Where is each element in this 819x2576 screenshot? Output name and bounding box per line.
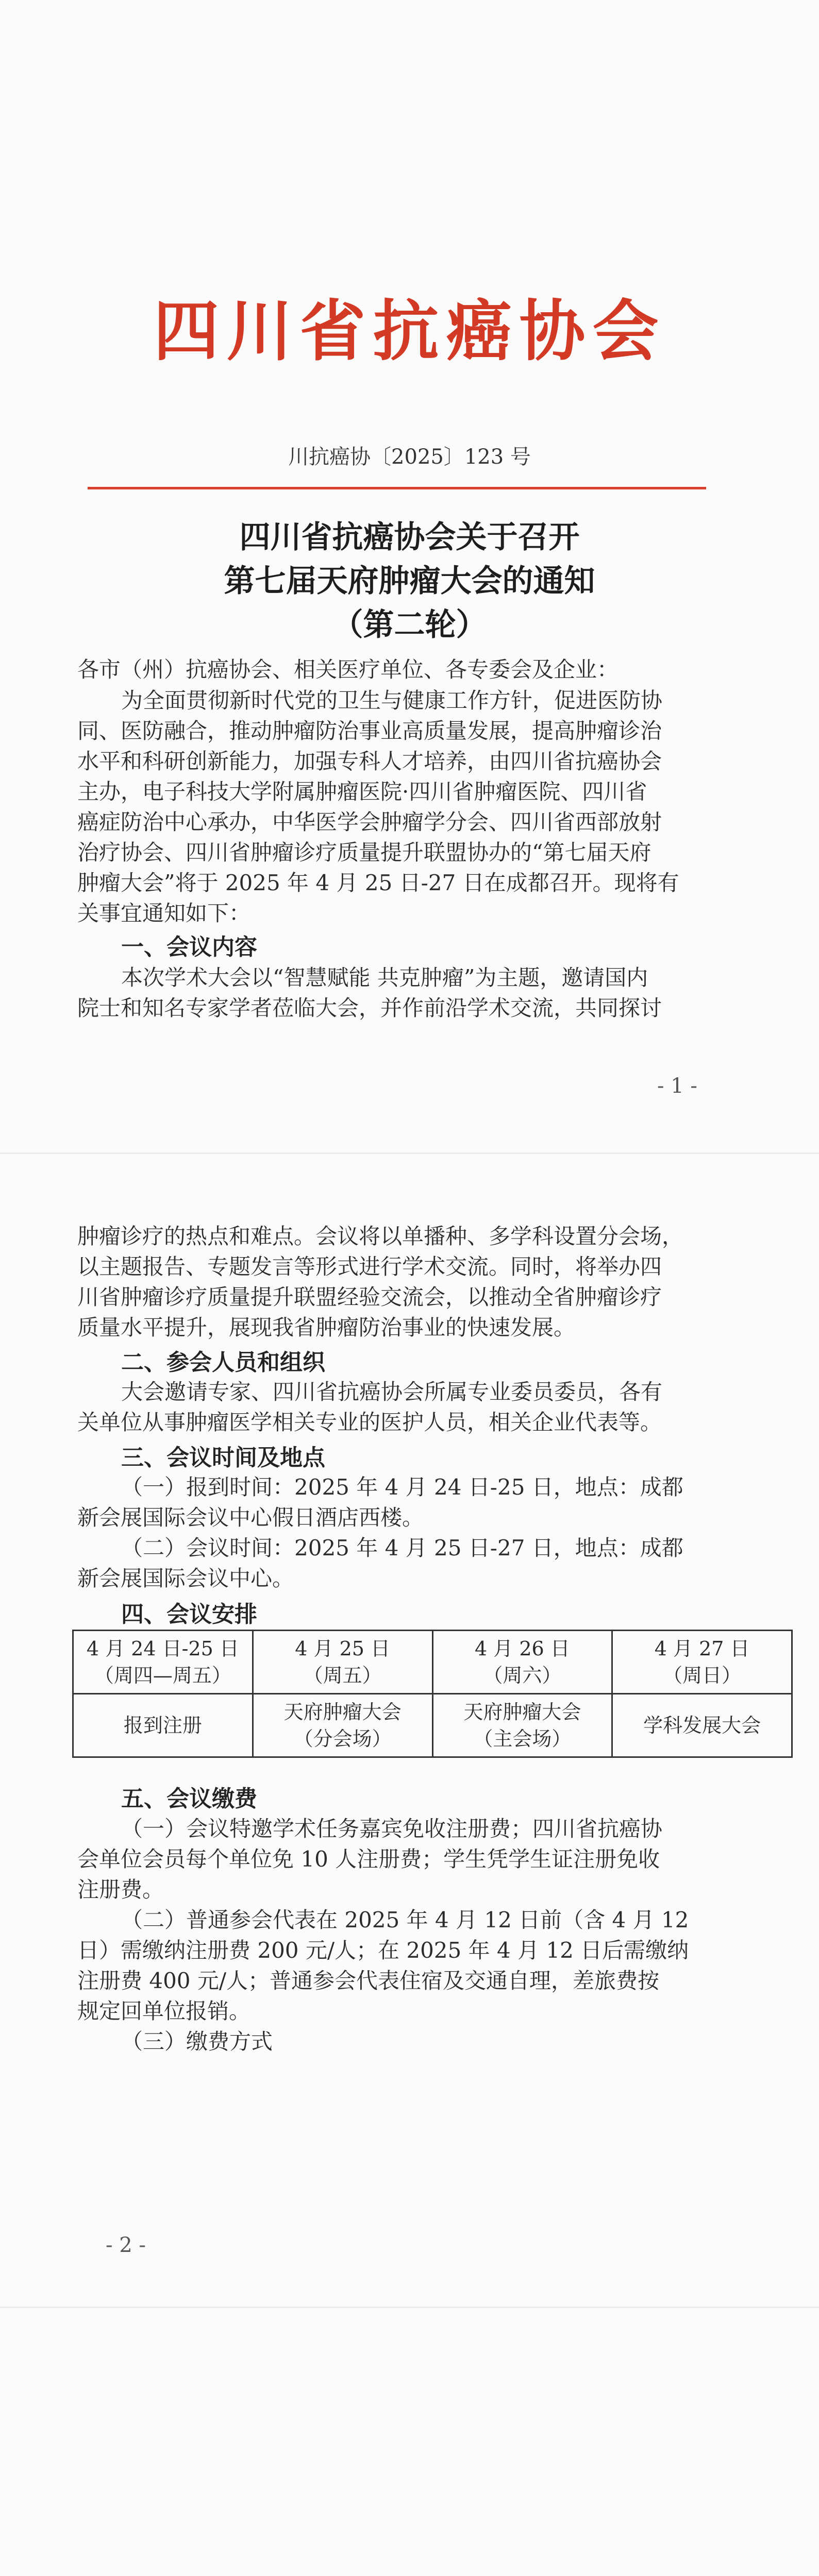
schedule-event-sub: （主会场） (473, 1727, 572, 1750)
section-1-continued: 川省肿瘤诊疗质量提升联盟经验交流会，以推动全省肿瘤诊疗 (77, 1284, 662, 1310)
section-1-line: 院士和知名专家学者莅临大会，并作前沿学术交流，共同探讨 (77, 995, 662, 1021)
intro-line: 主办，电子科技大学附属肿瘤医院·四川省肿瘤医院、四川省 (77, 779, 647, 804)
schedule-event: 报到注册 (123, 1714, 202, 1737)
intro-line: 癌症防治中心承办，中华医学会肿瘤学分会、四川省西部放射 (77, 809, 662, 835)
schedule-header-cell (253, 1631, 432, 1694)
section-3-heading: 三、会议时间及地点 (121, 1445, 325, 1471)
schedule-date: 4 月 27 日 (654, 1637, 750, 1660)
schedule-body-row (73, 1694, 792, 1757)
section-3-line: 新会展国际会议中心。 (77, 1566, 294, 1591)
section-1-line: 本次学术大会以“智慧赋能 共克肿瘤”为主题，邀请国内 (121, 965, 648, 990)
section-2-line: 大会邀请专家、四川省抗癌协会所属专业委员委员，各有 (121, 1379, 663, 1404)
addressee: 各市（州）抗癌协会、相关医疗单位、各专委会及企业： (77, 657, 619, 682)
page-2 (0, 1154, 819, 2308)
section-1-continued: 质量水平提升，展现我省肿瘤防治事业的快速发展。 (77, 1315, 576, 1340)
schedule-table (72, 1630, 793, 1758)
section-5-line: 规定回单位报销。 (77, 1998, 251, 2024)
schedule-event-sub: （分会场） (293, 1727, 392, 1750)
schedule-weekday: （周四—周五） (94, 1664, 231, 1687)
intro-line: 肿瘤大会”将于 2025 年 4 月 25 日-27 日在成都召开。现将有 (77, 870, 679, 895)
section-4-heading: 四、会议安排 (121, 1601, 257, 1628)
schedule-event: 学科发展大会 (643, 1714, 761, 1737)
section-5-line: （一）会议特邀学术任务嘉宾免收注册费；四川省抗癌协 (121, 1816, 663, 1841)
schedule-cell (73, 1694, 253, 1757)
section-2-line: 关单位从事肿瘤医学相关专业的医护人员，相关企业代表等。 (77, 1410, 662, 1435)
schedule-header-row (73, 1631, 792, 1694)
section-1-continued: 以主题报告、专题发言等形式进行学术交流。同时，将举办四 (77, 1254, 662, 1279)
section-1-heading: 一、会议内容 (121, 934, 257, 960)
intro-line: 为全面贯彻新时代党的卫生与健康工作方针，促进医防协 (121, 688, 663, 713)
schedule-cell (612, 1694, 792, 1757)
schedule-header-cell (73, 1631, 253, 1694)
schedule-weekday: （周五） (303, 1664, 382, 1687)
schedule-date: 4 月 24 日-25 日 (86, 1637, 239, 1660)
intro-line: 水平和科研创新能力，加强专科人才培养，由四川省抗癌协会 (77, 749, 662, 774)
doc-title-line-1: 四川省抗癌协会关于召开 (239, 519, 580, 555)
intro-line: 关事宜通知如下： (77, 901, 251, 926)
section-5-line: 会单位会员每个单位免 10 人注册费；学生凭学生证注册免收 (77, 1846, 660, 1872)
section-5-line: （二）普通参会代表在 2025 年 4 月 12 日前（含 4 月 12 (121, 1907, 689, 1933)
section-3-line: 新会展国际会议中心假日酒店西楼。 (77, 1505, 424, 1530)
schedule-date: 4 月 26 日 (474, 1637, 570, 1660)
section-5-line: 注册费 400 元/人；普通参会代表住宿及交通自理，差旅费按 (77, 1968, 660, 1993)
section-3-line: （一）报到时间：2025 年 4 月 24 日-25 日，地点：成都 (121, 1475, 683, 1500)
schedule-date: 4 月 25 日 (295, 1637, 391, 1660)
section-2-heading: 二、参会人员和组织 (121, 1349, 325, 1376)
section-5-line: 注册费。 (77, 1877, 164, 1902)
page-3 (0, 2308, 819, 2576)
schedule-header-cell (612, 1631, 792, 1694)
page-1 (0, 0, 819, 1154)
intro-line: 同、医防融合，推动肿瘤防治事业高质量发展，提高肿瘤诊治 (77, 718, 662, 743)
schedule-header-cell (432, 1631, 612, 1694)
page-number: - 1 - (657, 1074, 697, 1098)
schedule-cell (432, 1694, 612, 1757)
section-3-line: （二）会议时间：2025 年 4 月 25 日-27 日，地点：成都 (121, 1535, 683, 1561)
section-5-line: 日）需缴纳注册费 200 元/人；在 2025 年 4 月 12 日后需缴纳 (77, 1938, 689, 1963)
schedule-weekday: （周六） (483, 1664, 562, 1687)
doc-title-line-3: （第二轮） (332, 607, 487, 643)
section-5-line: （三）缴费方式 (121, 2029, 273, 2054)
section-5-heading: 五、会议缴费 (121, 1786, 257, 1812)
schedule-event: 天府肿瘤大会 (463, 1701, 581, 1723)
schedule-event: 天府肿瘤大会 (283, 1701, 402, 1723)
document-number: 川抗癌协〔2025〕123 号 (288, 445, 531, 469)
schedule-weekday: （周日） (663, 1664, 742, 1687)
red-header-org-name: 四川省抗癌协会 (153, 293, 666, 370)
doc-title-line-2: 第七届天府肿瘤大会的通知 (224, 563, 595, 599)
intro-line: 治疗协会、四川省肿瘤诊疗质量提升联盟协办的“第七届天府 (77, 840, 651, 865)
page-number: - 2 - (106, 2233, 146, 2257)
section-1-continued: 肿瘤诊疗的热点和难点。会议将以单播种、多学科设置分会场， (77, 1224, 684, 1249)
red-header-rule (88, 487, 706, 489)
schedule-cell (253, 1694, 432, 1757)
